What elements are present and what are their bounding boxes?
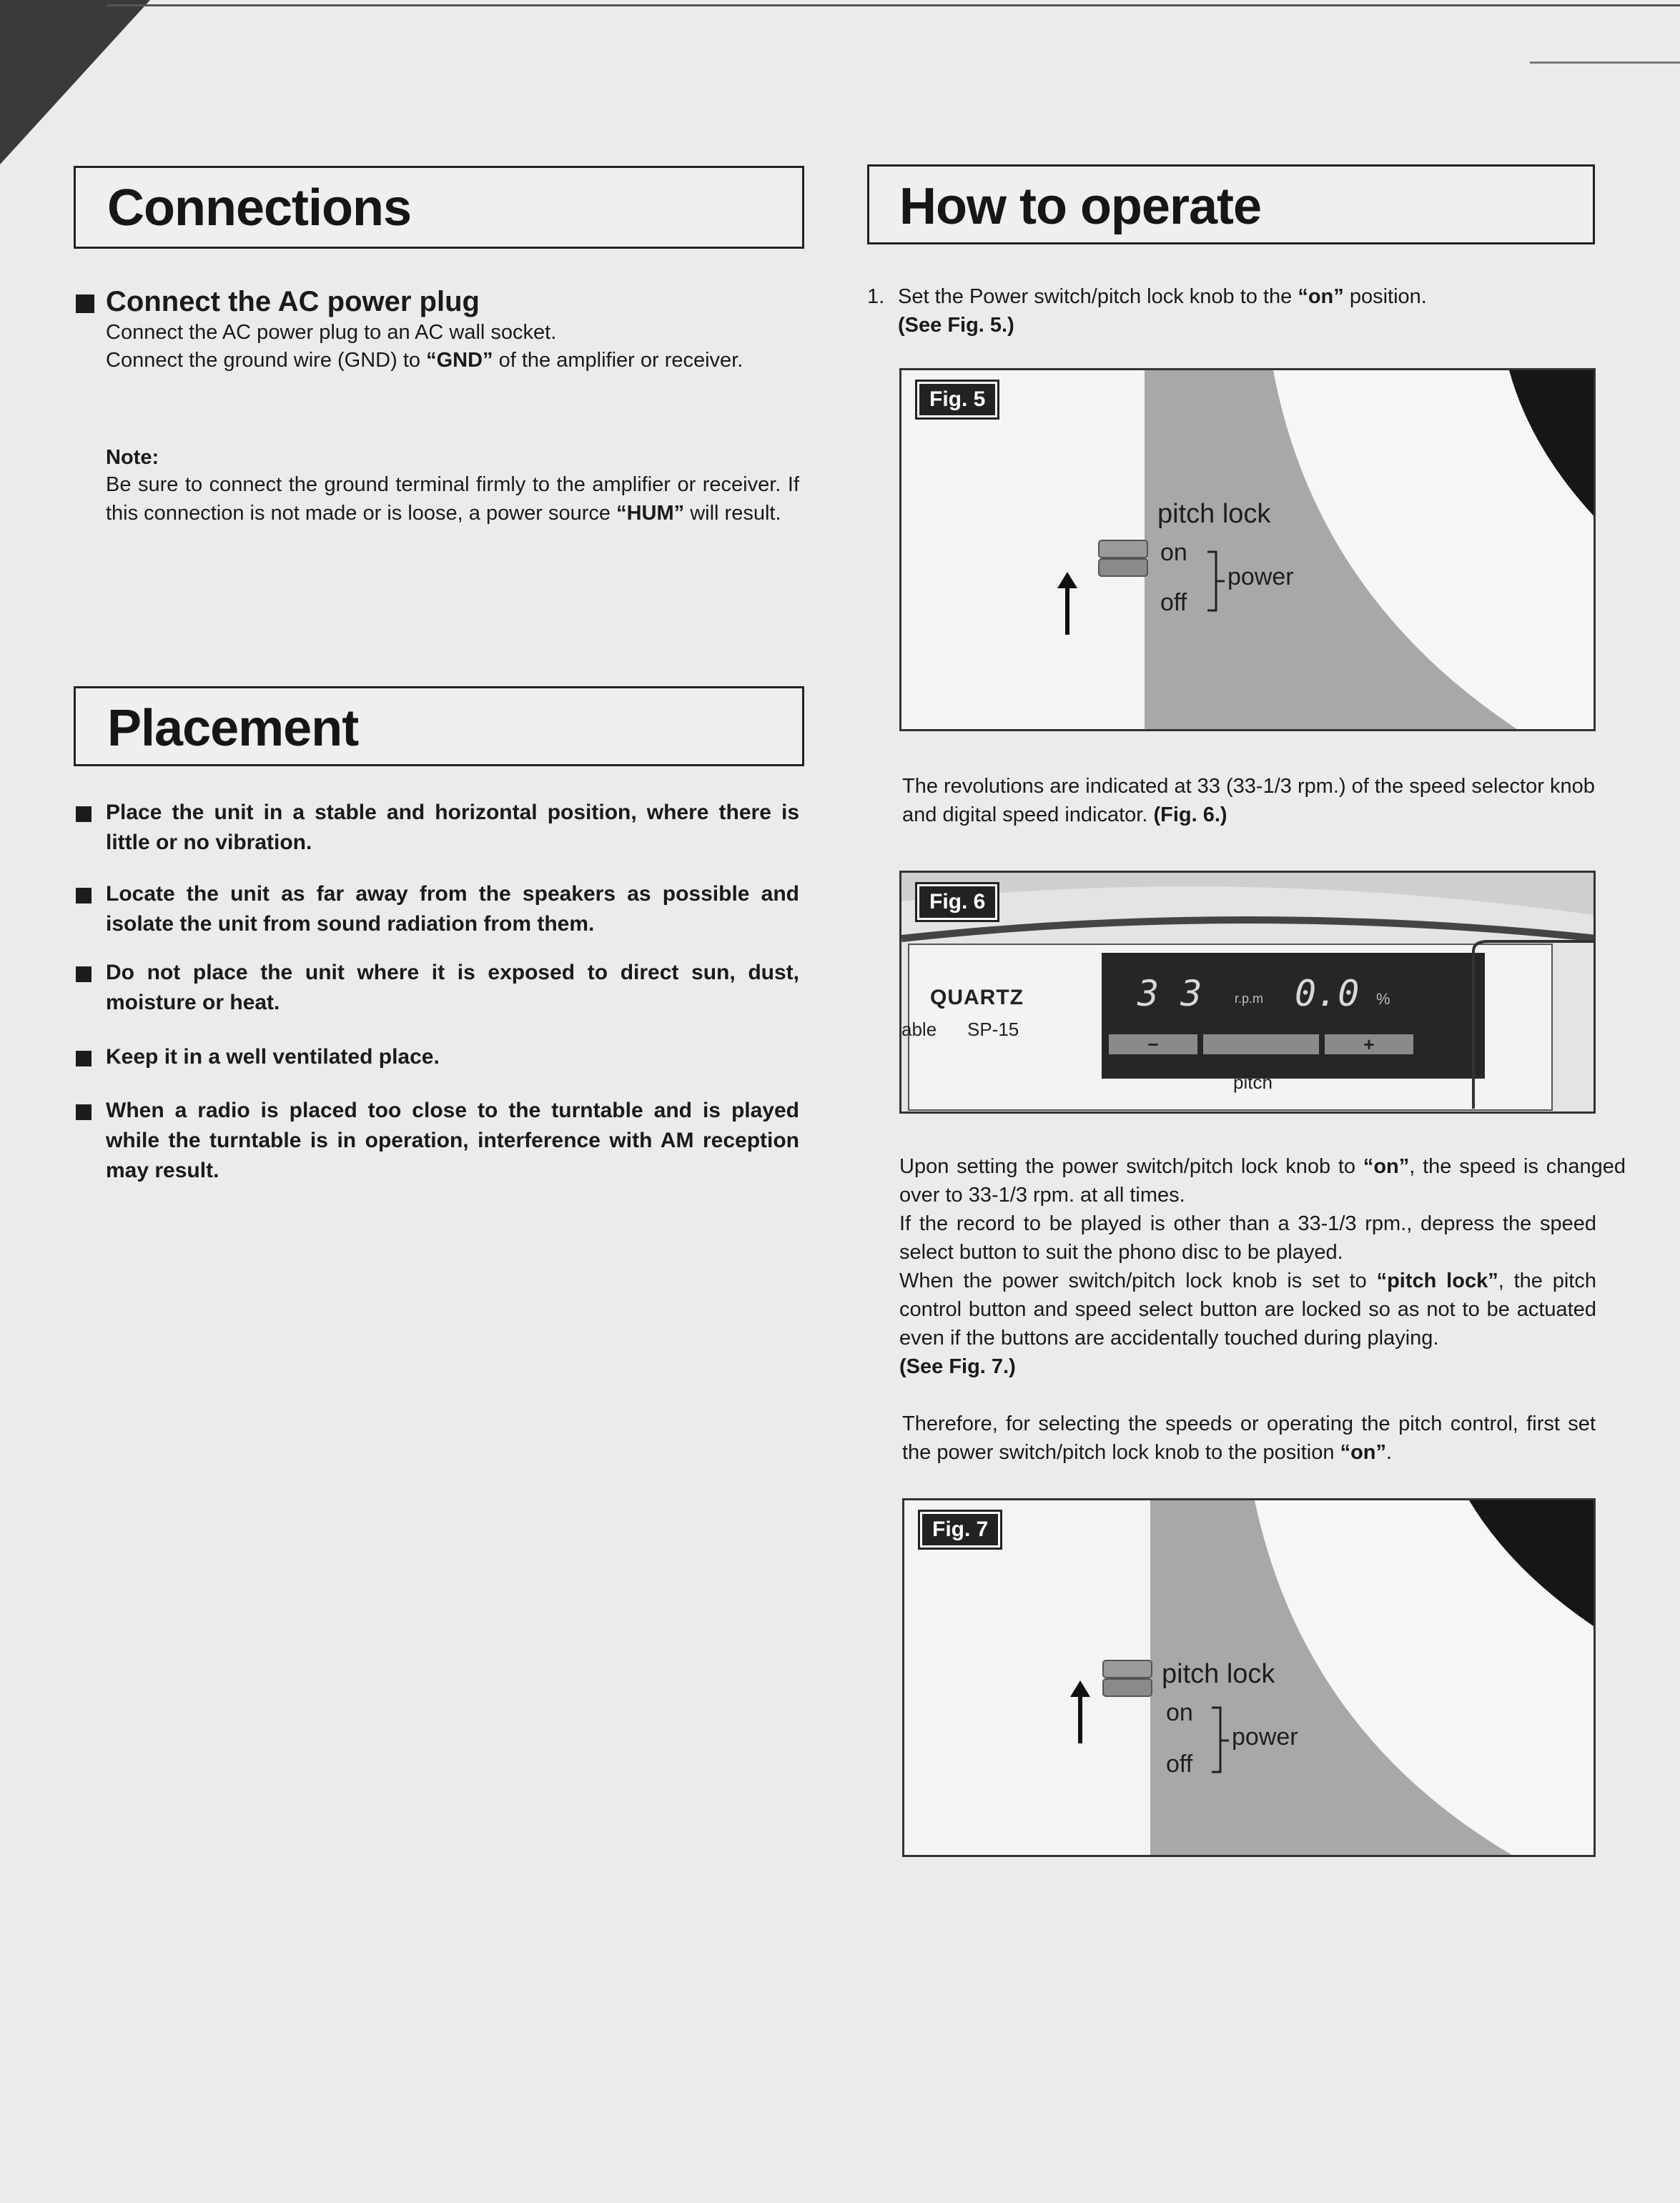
note-text-pre: Be sure to connect the ground terminal firmly to the amplifier or receiver. If this connection is not made or is loose, a power source bbox=[106, 473, 799, 525]
operate-para-3 bbox=[899, 1267, 1596, 1381]
fig5-label: Fig. 5 bbox=[917, 382, 997, 417]
step-1-text bbox=[898, 282, 1427, 311]
placement-item-1: Place the unit in a stable and horizontal position, where there is little or no vibration. bbox=[106, 801, 799, 854]
line2-post: of the amplifier or receiver. bbox=[493, 349, 743, 372]
fig5-power-label: power bbox=[1227, 563, 1294, 590]
para1-on: “on” bbox=[1363, 1155, 1410, 1178]
connections-line-1: Connect the AC power plug to an AC wall socket. bbox=[106, 321, 557, 344]
fig7-label: Fig. 7 bbox=[920, 1512, 1000, 1548]
figure-6 bbox=[899, 871, 1596, 1114]
line2-pre: Connect the ground wire (GND) to bbox=[106, 349, 427, 372]
note-text-post: will result. bbox=[684, 502, 781, 525]
placement-heading-box bbox=[74, 686, 804, 766]
operate-para-1 bbox=[899, 1152, 1626, 1209]
para3-pre: When the power switch/pitch lock knob is set to bbox=[899, 1269, 1377, 1292]
rpm-unit: r.p.m bbox=[1235, 991, 1264, 1006]
para4-pre: Therefore, for selecting the speeds or operating the pitch control, first set the power switch/pitch lock knob to the position bbox=[902, 1412, 1596, 1464]
fig7-power-label: power bbox=[1232, 1723, 1298, 1751]
para3-ref: (See Fig. 7.) bbox=[899, 1355, 1016, 1378]
note-heading: Note: bbox=[106, 446, 159, 469]
model-name: SP-15 bbox=[967, 1019, 1019, 1040]
connect-ac-subheading: Connect the AC power plug bbox=[106, 286, 480, 317]
note-text bbox=[106, 470, 799, 528]
fig6-label: Fig. 6 bbox=[917, 884, 997, 920]
bullet-square-icon bbox=[76, 806, 92, 822]
step-number: 1. bbox=[867, 285, 885, 308]
operate-title: How to operate bbox=[899, 178, 1262, 235]
placement-item-2: Locate the unit as far away from the speakers as possible and isolate the unit from sound radiation from them. bbox=[106, 882, 799, 936]
gnd-label: “GND” bbox=[426, 349, 493, 372]
fig5-pitch-lock-label: pitch lock bbox=[1157, 499, 1271, 529]
operate-heading-box bbox=[867, 164, 1595, 244]
step-post: position. bbox=[1343, 285, 1427, 308]
bullet-square-icon bbox=[76, 294, 94, 313]
fig5-on-label: on bbox=[1160, 539, 1187, 566]
rev-text: The revolutions are indicated at 33 (33-1/3 rpm.) of the speed selector knob and digital speed indicator. bbox=[902, 775, 1595, 826]
placement-item-3: Do not place the unit where it is exposed to direct sun, dust, moisture or heat. bbox=[106, 961, 799, 1014]
para4-on: “on” bbox=[1340, 1441, 1386, 1464]
page-corner-fold bbox=[0, 0, 150, 164]
connections-line-2 bbox=[106, 346, 743, 375]
bullet-square-icon bbox=[76, 1051, 92, 1066]
fig7-pitch-lock-label: pitch lock bbox=[1162, 1659, 1275, 1689]
hum-label: “HUM” bbox=[616, 502, 685, 525]
on-label: “on” bbox=[1298, 285, 1344, 308]
pitch-label: pitch bbox=[1233, 1071, 1273, 1093]
para1-pre: Upon setting the power switch/pitch lock knob to bbox=[899, 1155, 1363, 1178]
quartz-brand: QUARTZ bbox=[930, 986, 1024, 1009]
scan-edge-line bbox=[107, 4, 1680, 6]
fig5-off-label: off bbox=[1160, 589, 1187, 616]
pitch-readout: 0.0 bbox=[1295, 973, 1360, 1014]
step-1-ref: (See Fig. 5.) bbox=[898, 314, 1014, 337]
bullet-square-icon bbox=[76, 966, 92, 982]
para4-post: . bbox=[1386, 1441, 1393, 1464]
para1-post: , the speed is changed over to 33-1/3 rpm. at all times. bbox=[899, 1155, 1626, 1207]
revolutions-text bbox=[902, 772, 1596, 829]
pitch-minus-button[interactable]: − bbox=[1147, 1034, 1159, 1055]
connections-title: Connections bbox=[107, 179, 412, 237]
placement-title: Placement bbox=[107, 700, 359, 757]
bullet-square-icon bbox=[76, 888, 92, 904]
para3-post: , the pitch control button and speed select button are locked so as not to be actuated even if the buttons are accidentally touched during playing. bbox=[899, 1269, 1596, 1350]
speed-readout: 3 3 bbox=[1137, 973, 1202, 1014]
fig7-on-label: on bbox=[1166, 1699, 1193, 1726]
model-prefix: able bbox=[901, 1019, 937, 1040]
connections-heading-box bbox=[74, 166, 804, 249]
figure-5 bbox=[899, 368, 1596, 731]
operate-para-2: If the record to be played is other than a 33-1/3 rpm., depress the speed select button to suit the phono disc to be played. bbox=[899, 1212, 1596, 1264]
percent-unit: % bbox=[1376, 990, 1390, 1008]
bullet-square-icon bbox=[76, 1104, 92, 1120]
scan-edge-line-right bbox=[1530, 61, 1680, 64]
pitch-plus-button[interactable]: + bbox=[1363, 1034, 1375, 1055]
fig7-off-label: off bbox=[1166, 1751, 1193, 1778]
figure-7 bbox=[902, 1498, 1596, 1857]
placement-item-4: Keep it in a well ventilated place. bbox=[106, 1045, 440, 1069]
fig5-illustration bbox=[901, 370, 1596, 731]
rev-ref: (Fig. 6.) bbox=[1153, 803, 1227, 826]
pitch-lock-label: “pitch lock” bbox=[1376, 1269, 1498, 1292]
operate-para-4 bbox=[902, 1410, 1596, 1467]
placement-item-5: When a radio is placed too close to the turntable and is played while the turntable is in operation, interference with AM reception may result. bbox=[106, 1099, 799, 1182]
step-pre: Set the Power switch/pitch lock knob to the bbox=[898, 285, 1298, 308]
